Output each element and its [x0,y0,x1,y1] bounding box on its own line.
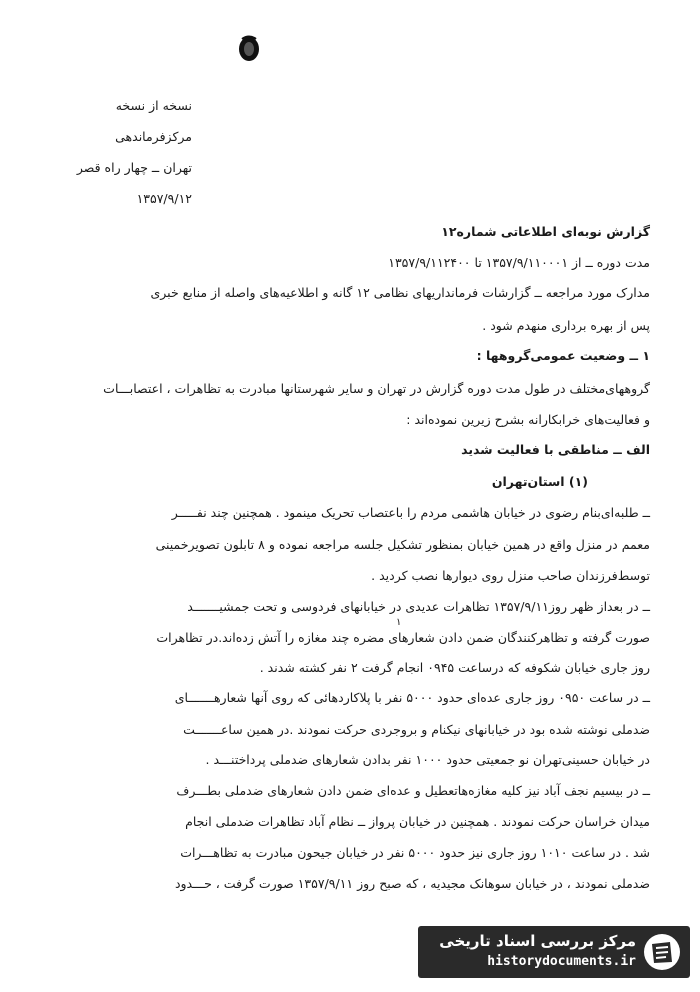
report-sources: مدارک مورد مراجعه ــ گزارشات فرمانداریهای نظامی ۱۲ گانه و اطلاعیه‌های واصله از منابع خبری [150,285,650,300]
copy-line: نسخه از نسخه [115,98,192,113]
body-line: توسط‌فرزندان صاحب منزل روی دیوارها نصب کردید . [371,568,650,583]
recipient-line: مرکزفرماندهی [115,129,192,144]
body-line: روز جاری خیابان شکوفه که درساعت ۰۹۴۵ انجام گرفت ۲ نفر کشته شدند . [259,660,650,675]
watermark-title: مرکز بررسی اسناد تاریخی [439,932,636,950]
header-date: ۱۳۵۷/۹/۱۲ [136,191,192,206]
archive-logo-icon [642,932,682,972]
body-line: معمم در منزل واقع در همین خیابان بمنظور تشکیل جلسه مراجعه نموده و ۸ تابلون تصویرخمینی [155,537,650,552]
address-line: تهران ــ چهار راه قصر [76,160,192,175]
body-line: ضدملی نمودند ، در خیابان سوهانک مجیدیه ، که صبح روز ۱۳۵۷/۹/۱۱ صورت گرفت ، حـــدود [174,876,650,891]
report-period: مدت دوره ــ از ۱۳۵۷/۹/۱۱۰۰۰۱ تا ۱۳۵۷/۹/۱۱۲۴۰۰ [388,255,650,270]
intro-line-2: و فعالیت‌های خرابکارانه بشرح زیرین نموده‌اند : [406,412,650,427]
intro-line-1: گروههای‌مختلف در طول مدت دوره گزارش در تهران و سایر شهرستانها مبادرت به تظاهرات ، اعتصابـــات [103,381,650,396]
body-line: ــ در بیسیم نجف آباد نیز کلیه مغازه‌ها‌تعطیل و عده‌ای ضمن دادن شعارهای ضدملی بطـــرف [176,783,650,798]
body-line: ــ در ساعت ۰۹۵۰ روز جاری عده‌ای حدود ۵۰۰۰ نفر با پلاکاردهائی که روی آنها شعارهـــــــای [174,690,650,705]
margin-mark: ۱ [396,617,402,628]
body-line: ــ طلبه‌ای‌بنام رضوی در خیابان هاشمی مردم را باعتصاب تحریک مینمود . همچنین چند نفـــــر [171,505,650,520]
emblem-icon [236,34,262,64]
body-line: صورت گرفته و تظاهرکنندگان ضمن دادن شعارهای مضره چند مغازه را آتش زده‌اند.در تظاهرات [156,630,650,645]
section1-heading: ۱ ــ وضعیت عمومی‌گروهها : [476,348,650,363]
destroy-note: پس از بهره برداری منهدم شود . [482,318,650,333]
watermark-url: historydocuments.ir [487,954,636,969]
watermark [418,926,690,978]
body-line: در خیابان حسینی‌تهران نو جمعیتی حدود ۱۰۰۰ نفر بدادن شعارهای ضدملی پرداختنـــد . [205,752,650,767]
body-line: میدان خراسان حرکت نمودند . همچنین در خیابان پرواز ــ نظام آباد تظاهرات ضدملی انجام [185,814,650,829]
body-line: ــ در بعداز ظهر روز۱۳۵۷/۹/۱۱ تظاهرات عدیدی در خیابانهای فردوسی و تحت جمشیـــــــد [187,599,650,614]
report-title: گزارش نوبه‌ای اطلاعاتی شماره۱۲ [441,224,650,239]
sub-heading-a: الف ــ مناطقی با فعالیت شدید [461,442,650,457]
body-line: شد . در ساعت ۱۰۱۰ روز جاری نیز حدود ۵۰۰۰ نفر در خیابان جیحون مبادرت به تظاهـــرات [180,845,650,860]
body-line: ضدملی نوشته شده بود در خیابانهای نیکنام و بروجردی حرکت نمودند .در همین ساعـــــــت [183,722,650,737]
province-heading: (۱) استان‌تهران [491,474,588,489]
